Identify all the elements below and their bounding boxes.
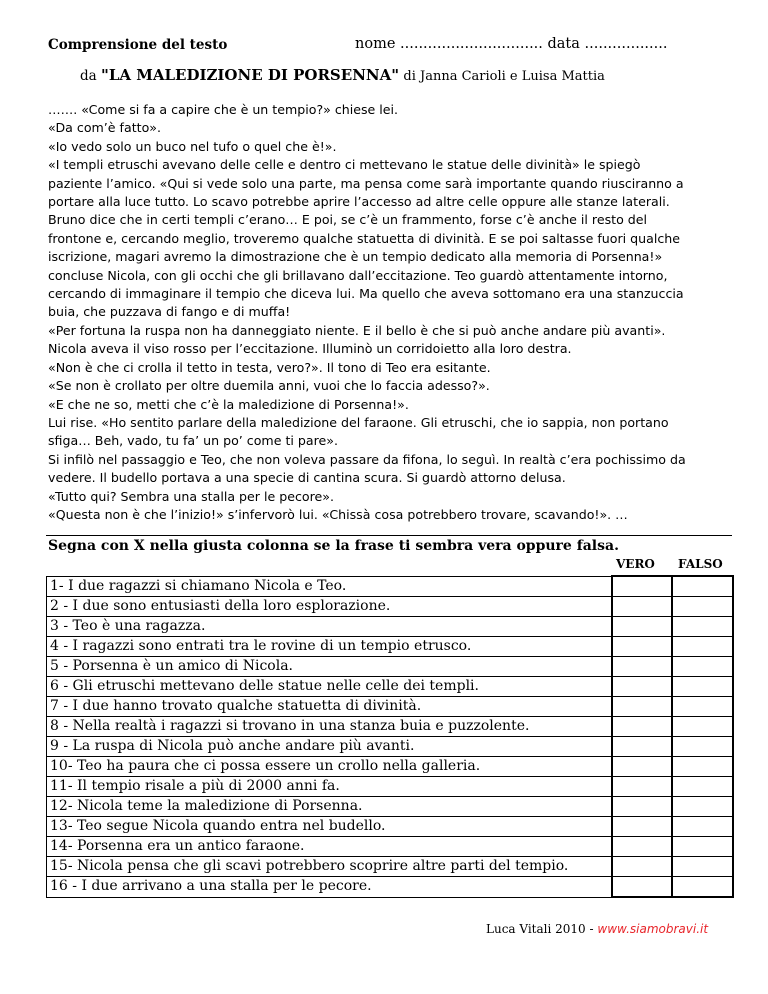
- false-checkbox-cell[interactable]: [672, 777, 733, 797]
- true-checkbox-cell[interactable]: [612, 597, 672, 617]
- statement-text: 5 - Porsenna è un amico di Nicola.: [47, 657, 612, 677]
- statement-text: 9 - La ruspa di Nicola può anche andare più avanti.: [47, 737, 612, 757]
- passage-line: cercando di immaginare il tempio che diceva lui. Ma quello che aveva sottomano era una stanzuccia: [48, 286, 684, 302]
- name-date-line: nome ............................... data ..................: [355, 36, 668, 52]
- false-checkbox-cell[interactable]: [672, 737, 733, 757]
- passage-line: vedere. Il budello portava a una specie di cantina scura. Si guardò attorno delusa.: [48, 470, 566, 486]
- statement-row: [47, 677, 733, 697]
- statement-row: [47, 637, 733, 657]
- exercise-instruction: Segna con X nella giusta colonna se la frase ti sembra vera oppure falsa.: [48, 538, 619, 554]
- column-header-true: VERO: [616, 557, 655, 571]
- statement-text: 14- Porsenna era un antico faraone.: [47, 837, 612, 857]
- statement-text: 6 - Gli etruschi mettevano delle statue nelle celle dei templi.: [47, 677, 612, 697]
- statement-row: [47, 597, 733, 617]
- true-checkbox-cell[interactable]: [612, 677, 672, 697]
- statement-row: [47, 837, 733, 857]
- passage-line: «Non è che ci crolla il tetto in testa, vero?». Il tono di Teo era esitante.: [48, 359, 491, 375]
- passage-line: Si infilò nel passaggio e Teo, che non voleva passare da fifona, lo seguì. In realtà c’era pochissimo da: [48, 451, 686, 467]
- false-checkbox-cell[interactable]: [672, 757, 733, 777]
- false-checkbox-cell[interactable]: [672, 677, 733, 697]
- false-checkbox-cell[interactable]: [672, 697, 733, 717]
- statement-text: 10- Teo ha paura che ci possa essere un crollo nella galleria.: [47, 757, 612, 777]
- statement-row: [47, 857, 733, 877]
- source-prefix: da: [80, 68, 97, 84]
- footer-website-link[interactable]: www.siamobravi.it: [597, 922, 709, 936]
- source-line: [80, 66, 605, 84]
- true-checkbox-cell[interactable]: [612, 837, 672, 857]
- statement-text: 3 - Teo è una ragazza.: [47, 617, 612, 637]
- true-checkbox-cell[interactable]: [612, 777, 672, 797]
- true-checkbox-cell[interactable]: [612, 657, 672, 677]
- statement-row: [47, 657, 733, 677]
- false-checkbox-cell[interactable]: [672, 637, 733, 657]
- false-checkbox-cell[interactable]: [672, 576, 733, 597]
- passage-line: «E che ne so, metti che c’è la maledizione di Porsenna!».: [48, 396, 409, 412]
- column-header-false: FALSO: [678, 557, 723, 571]
- reading-passage: [48, 101, 720, 524]
- passage-line: concluse Nicola, con gli occhi che gli brillavano dall’eccitazione. Teo guardò attentamente intorno,: [48, 267, 668, 283]
- passage-line: buia, che puzzava di fango e di muffa!: [48, 304, 291, 320]
- passage-line: «I templi etruschi avevano delle celle e dentro ci mettevano le statue delle divinità» le spiegò: [48, 157, 641, 173]
- true-checkbox-cell[interactable]: [612, 617, 672, 637]
- passage-line: frontone e, cercando meglio, troveremo qualche statuetta di divinità. E se poi saltasse fuori qualche: [48, 230, 680, 246]
- passage-line: Nicola aveva il viso rosso per l’eccitazione. Illuminò un corridoietto alla loro destra.: [48, 341, 572, 357]
- true-checkbox-cell[interactable]: [612, 877, 672, 898]
- statement-text: 11- Il tempio risale a più di 2000 anni fa.: [47, 777, 612, 797]
- statement-text: 16 - I due arrivano a una stalla per le pecore.: [47, 877, 612, 898]
- footer: [486, 922, 708, 936]
- true-checkbox-cell[interactable]: [612, 576, 672, 597]
- passage-line: «Da com’è fatto».: [48, 120, 161, 136]
- statement-row: [47, 697, 733, 717]
- statement-text: 7 - I due hanno trovato qualche statuetta di divinità.: [47, 697, 612, 717]
- false-checkbox-cell[interactable]: [672, 877, 733, 898]
- statement-row: [47, 757, 733, 777]
- true-checkbox-cell[interactable]: [612, 717, 672, 737]
- true-checkbox-cell[interactable]: [612, 797, 672, 817]
- footer-credit: Luca Vitali 2010 -: [486, 922, 594, 936]
- passage-line: sfiga… Beh, vado, tu fa’ un po’ come ti pare».: [48, 433, 338, 449]
- false-checkbox-cell[interactable]: [672, 857, 733, 877]
- statement-row: [47, 777, 733, 797]
- true-checkbox-cell[interactable]: [612, 757, 672, 777]
- statement-row: [47, 797, 733, 817]
- passage-line: «Io vedo solo un buco nel tufo o quel che è!».: [48, 138, 337, 154]
- divider: [46, 535, 732, 536]
- true-checkbox-cell[interactable]: [612, 737, 672, 757]
- statement-row: [47, 737, 733, 757]
- statement-row: [47, 617, 733, 637]
- passage-line: «Se non è crollato per oltre duemila anni, vuoi che lo faccia adesso?».: [48, 378, 490, 394]
- statement-text: 1- I due ragazzi si chiamano Nicola e Teo.: [47, 576, 612, 597]
- passage-line: «Per fortuna la ruspa non ha danneggiato niente. E il bello è che si può anche andare più avanti».: [48, 322, 666, 338]
- statement-text: 13- Teo segue Nicola quando entra nel budello.: [47, 817, 612, 837]
- book-authors: di Janna Carioli e Luisa Mattia: [403, 69, 605, 84]
- false-checkbox-cell[interactable]: [672, 817, 733, 837]
- passage-line: Lui rise. «Ho sentito parlare della maledizione del faraone. Gli etruschi, che io sappia, non portano: [48, 414, 669, 430]
- passage-line: ……. «Come si fa a capire che è un tempio?» chiese lei.: [48, 102, 399, 117]
- true-checkbox-cell[interactable]: [612, 857, 672, 877]
- statement-text: 8 - Nella realtà i ragazzi si trovano in una stanza buia e puzzolente.: [47, 717, 612, 737]
- false-checkbox-cell[interactable]: [672, 657, 733, 677]
- true-checkbox-cell[interactable]: [612, 637, 672, 657]
- statement-row: [47, 576, 733, 597]
- passage-line: «Tutto qui? Sembra una stalla per le pecore».: [48, 488, 334, 504]
- worksheet-title: Comprensione del testo: [48, 37, 228, 53]
- statement-text: 2 - I due sono entusiasti della loro esplorazione.: [47, 597, 612, 617]
- true-checkbox-cell[interactable]: [612, 697, 672, 717]
- statement-row: [47, 877, 733, 898]
- false-checkbox-cell[interactable]: [672, 717, 733, 737]
- true-false-table: [46, 575, 734, 898]
- passage-line: portare alla luce tutto. Lo scavo potrebbe aprire l’accesso ad altre celle oppure alle stanze laterali.: [48, 194, 670, 210]
- statement-row: [47, 717, 733, 737]
- statement-row: [47, 817, 733, 837]
- false-checkbox-cell[interactable]: [672, 797, 733, 817]
- statement-text: 12- Nicola teme la maledizione di Porsenna.: [47, 797, 612, 817]
- book-title: "LA MALEDIZIONE DI PORSENNA": [101, 66, 400, 84]
- false-checkbox-cell[interactable]: [672, 837, 733, 857]
- true-checkbox-cell[interactable]: [612, 817, 672, 837]
- passage-line: paziente l’amico. «Qui si vede solo una parte, ma pensa come sarà importante quando riusciranno a: [48, 175, 684, 191]
- passage-line: «Questa non è che l’inizio!» s’infervorò lui. «Chissà cosa potrebbero trovare, scavando!». …: [48, 506, 628, 522]
- false-checkbox-cell[interactable]: [672, 597, 733, 617]
- passage-line: Bruno dice che in certi templi c’erano… E poi, se c’è un frammento, forse c’è anche il resto del: [48, 212, 648, 228]
- statement-text: 4 - I ragazzi sono entrati tra le rovine di un tempio etrusco.: [47, 637, 612, 657]
- statement-text: 15- Nicola pensa che gli scavi potrebbero scoprire altre parti del tempio.: [47, 857, 612, 877]
- passage-line: iscrizione, magari avremo la dimostrazione che è un tempio dedicato alla memoria di Porsenna!»: [48, 249, 663, 265]
- false-checkbox-cell[interactable]: [672, 617, 733, 637]
